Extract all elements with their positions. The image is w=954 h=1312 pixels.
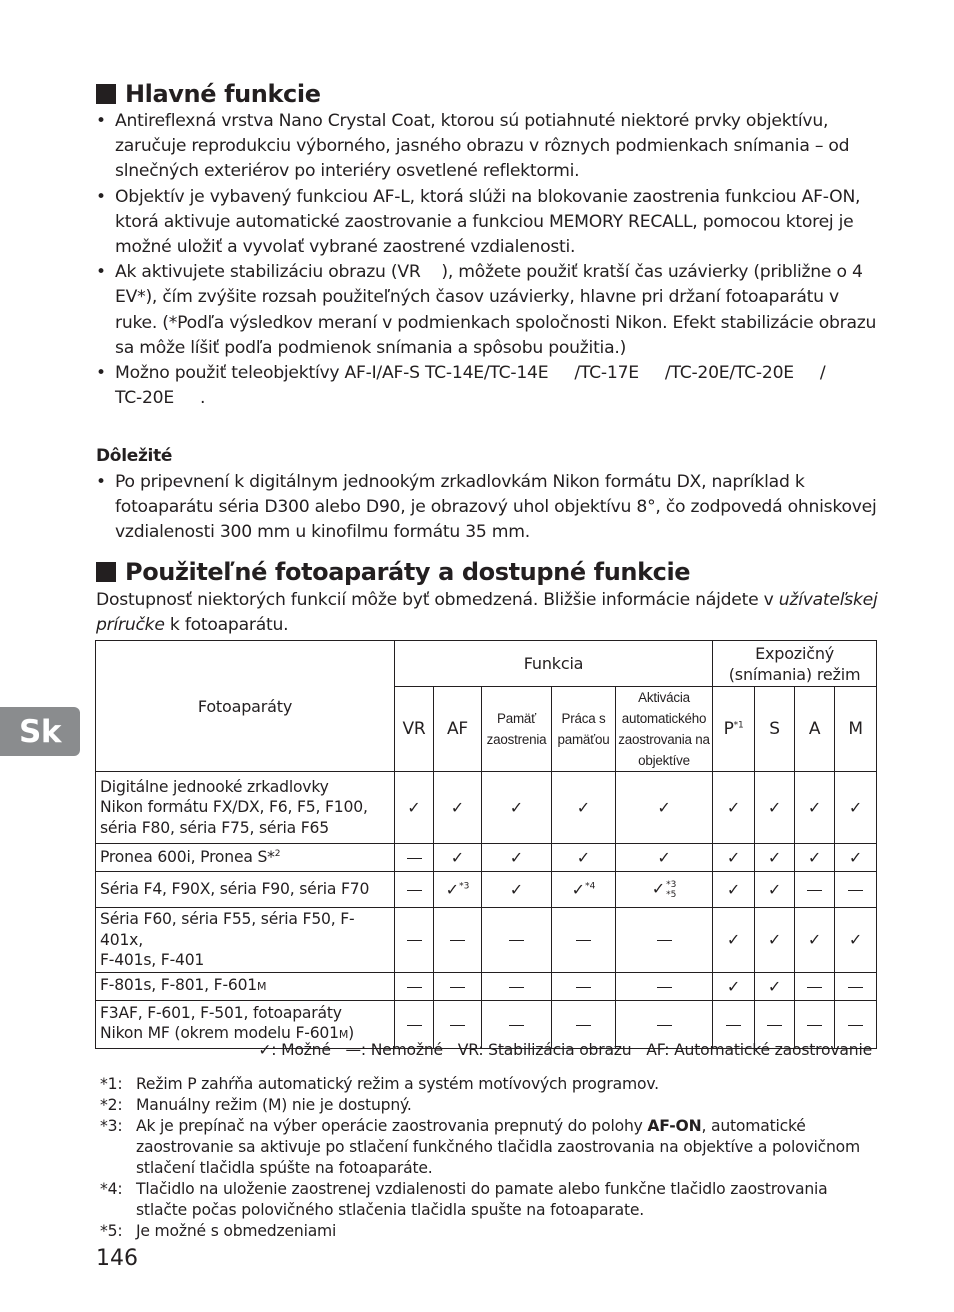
- check-icon: ✓: [767, 880, 782, 899]
- table-row: [96, 972, 877, 1000]
- check-icon: ✓: [848, 798, 863, 817]
- available-mark: ✓$^{*3}$: [434, 872, 482, 908]
- table-row: [96, 772, 877, 844]
- not-available-mark: [395, 872, 434, 908]
- table-row: [96, 844, 877, 872]
- available-mark: [713, 844, 755, 872]
- compatibility-table: [95, 640, 877, 1049]
- available-mark: [835, 908, 877, 973]
- dash-icon: [407, 890, 422, 891]
- dash-icon: [848, 987, 863, 988]
- not-available-mark: [395, 972, 434, 1000]
- footnote: *5: Je možné s obmedzeniami: [100, 1222, 337, 1240]
- available-mark: [835, 772, 877, 844]
- check-icon: ✓: [509, 848, 524, 867]
- available-mark: ✓ *3 *5: [616, 872, 713, 908]
- camera-cell: Digitálne jednooké zrkadlovky Nikon formátu FX/DX, F6, F5, F100, séria F80, séria F75, séria F65: [96, 772, 395, 844]
- dash-icon: [657, 987, 672, 988]
- header-functions: Funkcia: [395, 641, 713, 687]
- check-icon: ✓: [509, 798, 524, 817]
- col-af: AF: [434, 687, 482, 772]
- available-mark: [755, 972, 795, 1000]
- check-icon: ✓: [767, 848, 782, 867]
- dash-icon: [509, 1025, 524, 1026]
- dash-icon: [807, 1025, 822, 1026]
- dash-icon: [807, 890, 822, 891]
- check-icon: ✓: [848, 930, 863, 950]
- available-mark: [482, 772, 552, 844]
- not-available-mark: [616, 972, 713, 1000]
- check-icon: ✓: [509, 880, 524, 899]
- available-mark: [552, 844, 616, 872]
- not-available-mark: [395, 908, 434, 973]
- col-a: A: [795, 687, 835, 772]
- check-icon: ✓: [767, 976, 782, 996]
- dash-icon: [450, 1025, 465, 1026]
- dash-icon: [657, 1025, 672, 1026]
- check-icon: ✓: [445, 880, 460, 899]
- not-available-mark: [395, 844, 434, 872]
- check-icon: ✓: [576, 798, 591, 817]
- section-title-compatible-cameras: Použiteľné fotoaparáty a dostupné funkcie: [96, 558, 690, 586]
- col-p: $P^{*1}$: [713, 687, 755, 772]
- list-item: • Ak aktivujete stabilizáciu obrazu (VR ), môžete použiť kratší čas uzávierky (približne o 4 EV*), čím zvýšite rozsah použiteľných časov uzávierky, hlavne pri držaní fotoaparátu v ruke. (*Podľa výsledkov meraní v podmienkach spoločnosti Nikon. Efekt stabilizácie obrazu sa môže líšiť podľa podmienok snímania a spôsobu použitia.): [96, 260, 886, 361]
- intro-paragraph: Dostupnosť niektorých funkcií môže byť obmedzená. Bližšie informácie nájdete v užívateľskej príručke k fotoaparátu.: [96, 590, 878, 635]
- important-heading: Dôležité: [96, 446, 173, 466]
- dash-icon: [407, 858, 422, 859]
- col-af-activation: Aktivácia automatického zaostrovania na objektíve: [616, 687, 713, 772]
- not-available-mark: [835, 972, 877, 1000]
- check-icon: ✓: [848, 848, 863, 867]
- available-mark: [482, 844, 552, 872]
- table-row: [96, 908, 877, 973]
- col-s: S: [755, 687, 795, 772]
- available-mark: [755, 908, 795, 973]
- available-mark: [713, 908, 755, 973]
- header-cameras: Fotoaparáty: [96, 641, 395, 772]
- camera-cell: F3AF, F-601, F-501, fotoaparáty Nikon MF (okrem modelu F-601M): [96, 1000, 395, 1048]
- available-mark: [795, 772, 835, 844]
- legend-af: AF: Automatické zaostrovanie: [646, 1041, 872, 1059]
- list-item: • Antireflexná vrstva Nano Crystal Coat, ktorou sú potiahnuté niektoré prvky objektívu, zaručuje reprodukciu výborného, jasného obrazu v rôznych podmienkach snímania – od slnečných exteriérov po interiéry osvetlené reflektormi.: [96, 109, 886, 185]
- not-available-mark: [482, 972, 552, 1000]
- check-icon: ✓: [407, 798, 421, 817]
- check-icon: ✓: [807, 848, 822, 867]
- available-mark: [434, 844, 482, 872]
- dash-icon: [807, 987, 822, 988]
- available-mark: [713, 972, 755, 1000]
- check-icon: ✓: [450, 848, 465, 867]
- square-bullet-icon: [96, 562, 116, 582]
- col-focus-memory: Pamäť zaostrenia: [482, 687, 552, 772]
- col-m: M: [835, 687, 877, 772]
- legend-possible: ✓: Možné: [258, 1041, 331, 1059]
- square-bullet-icon: [96, 84, 116, 104]
- available-mark: [434, 772, 482, 844]
- not-available-mark: [616, 908, 713, 973]
- section-title-main-features: Hlavné funkcie: [96, 80, 321, 108]
- dash-icon: [767, 1025, 782, 1026]
- list-item: • Po pripevnení k digitálnym jednookým zrkadlovkám Nikon formátu DX, napríklad k fotoaparátu séria D300 alebo D90, je obrazový uhol objektívu 8°, čo zodpovedá ohniskovej vzdialenosti 300 mm u kinofilmu formátu 35 mm.: [96, 470, 886, 546]
- dash-icon: [657, 940, 672, 941]
- available-mark: [482, 872, 552, 908]
- available-mark: [713, 772, 755, 844]
- check-icon: ✓: [571, 880, 586, 899]
- dash-icon: [848, 890, 863, 891]
- not-available-mark: [795, 872, 835, 908]
- not-available-mark: [552, 908, 616, 973]
- camera-cell: Pronea 600i, Pronea S*$^2$: [96, 844, 395, 872]
- check-icon: ✓: [807, 930, 822, 950]
- check-icon: ✓: [576, 848, 591, 867]
- available-mark: [795, 844, 835, 872]
- available-mark: [755, 872, 795, 908]
- footnote: *1: Režim P zahŕňa automatický režim a systém motívových programov.: [100, 1075, 659, 1093]
- dash-icon: [407, 940, 422, 941]
- check-icon: ✓: [767, 798, 782, 817]
- col-memory-work: Práca s pamäťou: [552, 687, 616, 772]
- table-body: [96, 772, 877, 1049]
- available-mark: [755, 844, 795, 872]
- dash-icon: [407, 1025, 422, 1026]
- not-available-mark: [482, 908, 552, 973]
- check-icon: ✓: [726, 880, 741, 899]
- page-number: 146: [96, 1246, 138, 1271]
- available-mark: [616, 772, 713, 844]
- list-item: • Možno použiť teleobjektívy AF-I/AF-S TC-14E/TC-14E /TC-17E /TC-20E/TC-20E / TC-20E .: [96, 361, 886, 411]
- available-mark: ✓$^{*4}$: [552, 872, 616, 908]
- available-mark: [835, 844, 877, 872]
- header-exposure-mode: Expozičný (snímania) režim: [713, 641, 877, 687]
- footnote: *3: Ak je prepínač na výber operácie zaostrovania prepnutý do polohy AF-ON, automatické zaostrovanie sa aktivuje po stlačení funkčného tlačidla zaostrovania na objektíve a polovičnom stlačení tlačidla spúšte na fotoaparáte.: [100, 1117, 861, 1177]
- not-available-mark: [552, 972, 616, 1000]
- available-mark: [395, 772, 434, 844]
- legend-impossible: —: Nemožné: [345, 1041, 443, 1059]
- dash-icon: [509, 940, 524, 941]
- not-available-mark: [434, 908, 482, 973]
- dash-icon: [848, 1025, 863, 1026]
- dash-icon: [576, 940, 591, 941]
- available-mark: [616, 844, 713, 872]
- camera-cell: F-801s, F-801, F-601M: [96, 972, 395, 1000]
- not-available-mark: [434, 972, 482, 1000]
- available-mark: [795, 908, 835, 973]
- available-mark: [552, 772, 616, 844]
- legend-vr: VR: Stabilizácia obrazu: [457, 1041, 632, 1059]
- not-available-mark: [835, 872, 877, 908]
- dash-icon: [407, 987, 422, 988]
- check-icon: ✓: [767, 930, 782, 950]
- list-item: • Objektív je vybavený funkciou AF-L, ktorá slúži na blokovanie zaostrenia funkciou AF-ON, ktorá aktivuje automatické zaostrovanie a funkciou MEMORY RECALL, pomocou ktorej je možné uložiť a vyvolať vybrané zaostrené vzdialenosti.: [96, 185, 886, 261]
- footnote: *2: Manuálny režim (M) nie je dostupný.: [100, 1096, 412, 1114]
- dash-icon: [450, 940, 465, 941]
- dash-icon: [509, 987, 524, 988]
- check-icon: ✓: [726, 930, 741, 950]
- check-icon: ✓: [651, 879, 666, 899]
- available-mark: [713, 872, 755, 908]
- table-legend: [248, 1041, 872, 1059]
- check-icon: ✓: [726, 976, 741, 996]
- important-list: [96, 470, 886, 546]
- footnote: *4: Tlačidlo na uloženie zaostrenej vzdialenosti do pamate alebo funkčne tlačidlo zaostrovania stlačte počas polovičného stlačenia tlačidla spušte na fotoaparate.: [100, 1180, 828, 1219]
- dash-icon: [576, 1025, 591, 1026]
- table-row: [96, 872, 877, 908]
- check-icon: ✓: [450, 798, 465, 817]
- dash-icon: [726, 1025, 741, 1026]
- check-icon: ✓: [657, 798, 671, 817]
- dash-icon: [450, 987, 465, 988]
- col-vr: VR: [395, 687, 434, 772]
- camera-cell: Séria F60, séria F55, séria F50, F-401x, F-401s, F-401: [96, 908, 395, 973]
- check-icon: ✓: [657, 848, 671, 867]
- dash-icon: [576, 987, 591, 988]
- check-icon: ✓: [726, 848, 741, 867]
- footnotes: [100, 1074, 880, 1242]
- main-features-list: [96, 109, 886, 411]
- check-icon: ✓: [726, 798, 741, 817]
- camera-cell: Séria F4, F90X, séria F90, séria F70: [96, 872, 395, 908]
- not-available-mark: [795, 972, 835, 1000]
- language-tab: Sk: [0, 707, 80, 756]
- check-icon: ✓: [807, 798, 822, 817]
- available-mark: [755, 772, 795, 844]
